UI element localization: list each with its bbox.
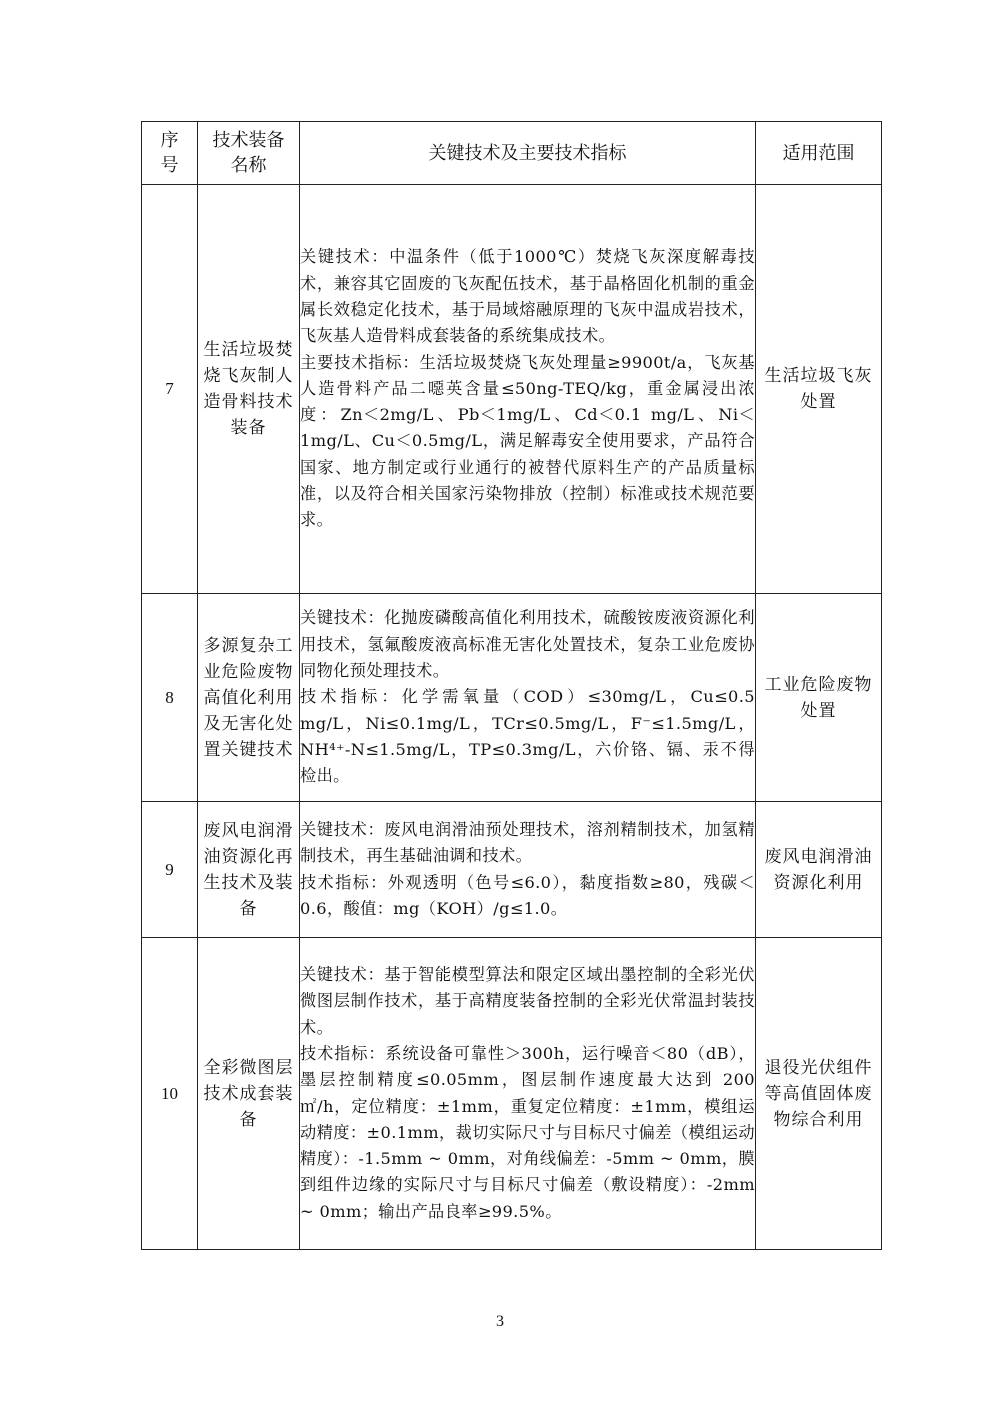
table-row <box>142 802 882 938</box>
table-row <box>142 938 882 1250</box>
technical-indicators-text: 主要技术指标：生活垃圾焚烧飞灰处理量≥9900t/a，飞灰基人造骨料产品二噁英含量≤50ng-TEQ/kg，重金属浸出浓度：Zn＜2mg/L、Pb＜1mg/L、Cd＜0.1 mg/L、Ni＜1mg/L、Cu＜0.5mg/L，满足解毒安全使用要求，产品符合国家、地方制定或行业通行的被替代原料生产的产品质量标准，以及符合相关国家污染物排放（控制）标准或技术规范要求。 <box>300 352 755 530</box>
key-technology-text: 关键技术：废风电润滑油预处理技术，溶剂精制技术，加氢精制技术，再生基础油调和技术。 <box>300 819 755 866</box>
row-serial-no: 9 <box>142 802 198 938</box>
key-technology-text: 关键技术：基于智能模型算法和限定区域出墨控制的全彩光伏微图层制作技术，基于高精度装备控制的全彩光伏常温封装技术。 <box>300 965 755 1037</box>
row-key-technology <box>300 938 756 1250</box>
table-header-row <box>142 122 882 185</box>
table-row <box>142 185 882 594</box>
row-serial-no: 8 <box>142 594 198 802</box>
key-technology-text: 关键技术：化抛废磷酸高值化利用技术，硫酸铵废液资源化利用技术，氢氟酸废液高标准无害化处置技术，复杂工业危废协同物化预处理技术。 <box>300 608 755 681</box>
tech-equipment-table <box>141 121 882 1250</box>
header-key-technology: 关键技术及主要技术指标 <box>300 122 756 185</box>
key-technology-text: 关键技术：中温条件（低于1000℃）焚烧飞灰深度解毒技术，兼容其它固废的飞灰配伍技术，基于晶格固化机制的重金属长效稳定化技术，基于局域熔融原理的飞灰中温成岩技术，飞灰基人造骨料成套装备的系统集成技术。 <box>300 247 755 346</box>
row-serial-no: 7 <box>142 185 198 594</box>
technical-indicators-text: 技术指标：系统设备可靠性＞300h，运行噪音＜80（dB），墨层控制精度≤0.05mm，图层制作速度最大达到 200 ㎡/h，定位精度：±1mm，重复定位精度：±1mm，模组运动精度：±0.1mm，裁切实际尺寸与目标尺寸偏差（模组运动精度）：-1.5mm ~ 0mm，对角线偏差：-5mm ~ 0mm，膜到组件边缘的实际尺寸与目标尺寸偏差（敷设精度）：-2mm ~ 0mm；输出产品良率≥99.5%。 <box>300 1043 755 1221</box>
table-row <box>142 594 882 802</box>
page-number: 3 <box>496 1313 504 1330</box>
row-equipment-name: 多源复杂工业危险废物高值化利用及无害化处置关键技术 <box>198 594 300 802</box>
row-equipment-name: 全彩微图层技术成套装备 <box>198 938 300 1250</box>
row-scope: 退役光伏组件等高值固体废物综合利用 <box>756 938 882 1250</box>
row-serial-no: 10 <box>142 938 198 1250</box>
header-equipment-name: 技术装备名称 <box>198 122 300 185</box>
header-scope: 适用范围 <box>756 122 882 185</box>
row-equipment-name: 废风电润滑油资源化再生技术及装备 <box>198 802 300 938</box>
header-serial-no: 序号 <box>142 122 198 185</box>
row-scope: 生活垃圾飞灰处置 <box>756 185 882 594</box>
row-equipment-name: 生活垃圾焚烧飞灰制人造骨料技术装备 <box>198 185 300 594</box>
row-key-technology <box>300 594 756 802</box>
row-key-technology <box>300 185 756 594</box>
row-key-technology <box>300 802 756 938</box>
row-scope: 废风电润滑油资源化利用 <box>756 802 882 938</box>
row-scope: 工业危险废物处置 <box>756 594 882 802</box>
technical-indicators-text: 技术指标：外观透明（色号≤6.0），黏度指数≥80，残碳＜0.6，酸值：mg（KOH）/g≤1.0。 <box>300 872 755 918</box>
technical-indicators-text: 技术指标：化学需氧量（COD）≤30mg/L，Cu≤0.5 mg/L，Ni≤0.1mg/L，TCr≤0.5mg/L，F⁻≤1.5mg/L，NH⁴⁺-N≤1.5mg/L，TP≤0.3mg/L，六价铬、镉、汞不得检出。 <box>300 687 755 786</box>
